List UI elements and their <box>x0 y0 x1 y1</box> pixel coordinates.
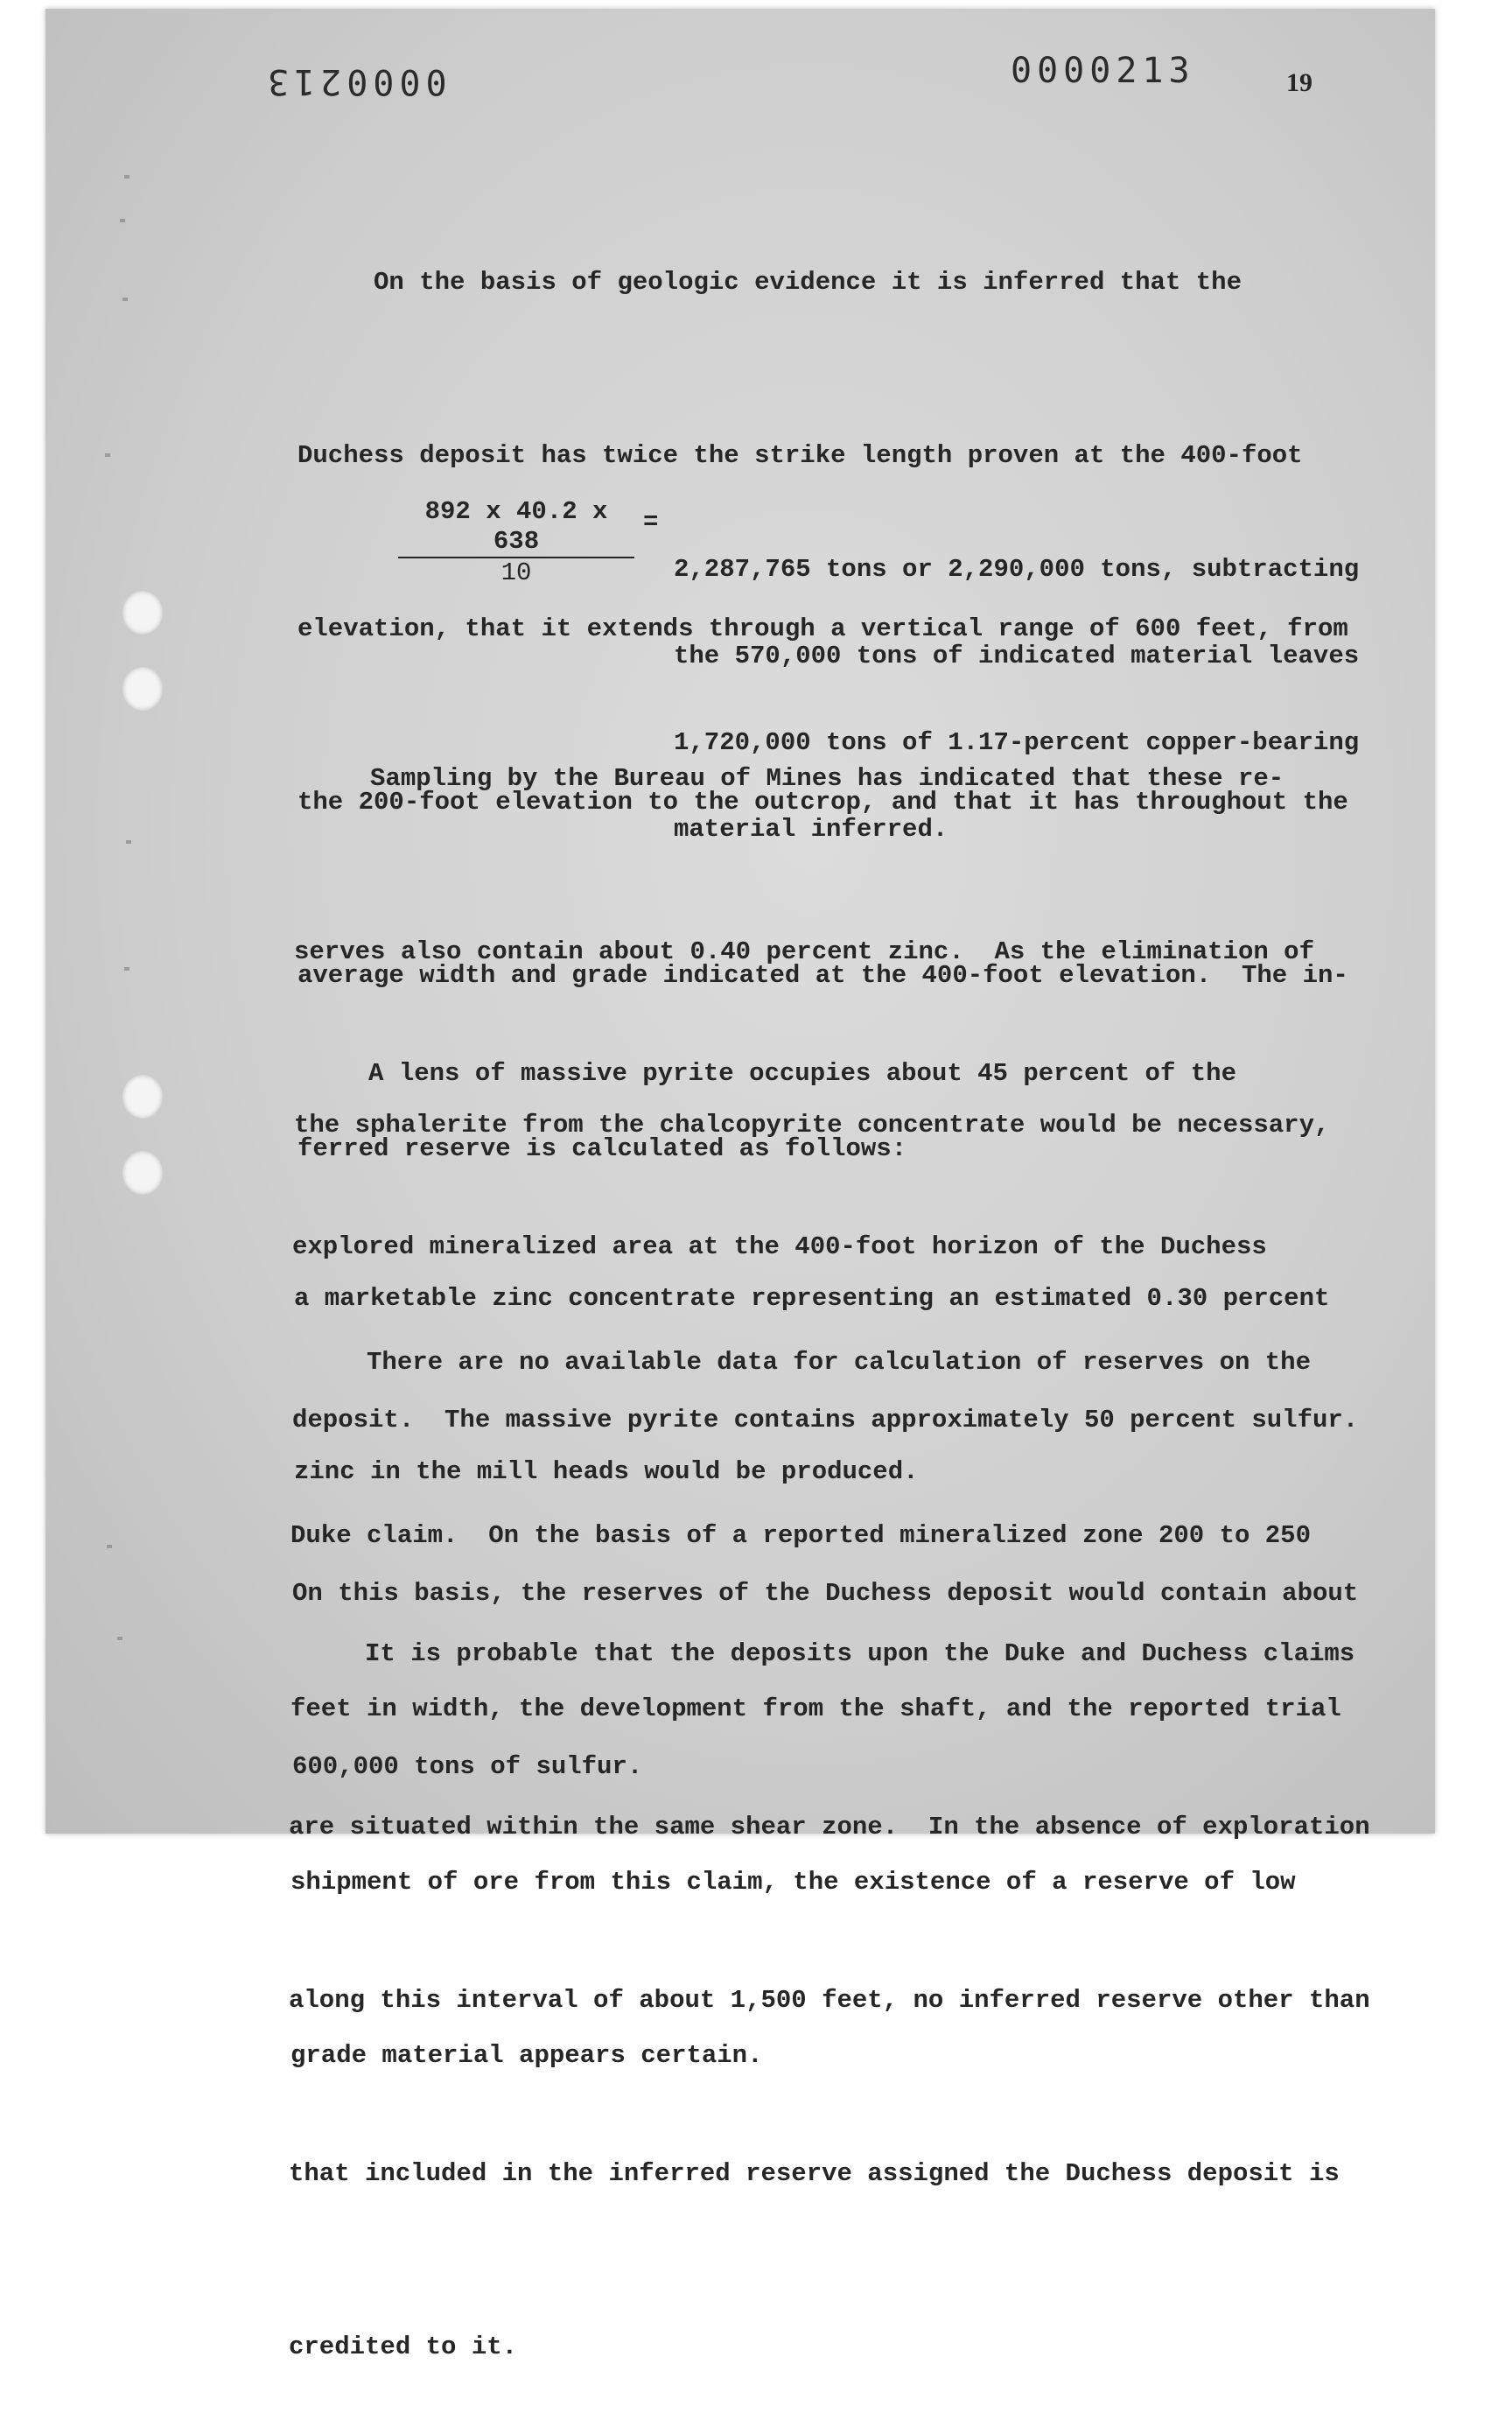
text-line: elevation, that it extends through a vertical range of 600 feet, from <box>298 614 1348 643</box>
result-line: 1,720,000 tons of 1.17-percent copper-bearing <box>674 728 1360 757</box>
text-line: It is probable that the deposits upon the Duke and Duchess claims <box>289 1639 1355 1668</box>
text-line: Sampling by the Bureau of Mines has indicated that these re- <box>294 764 1284 793</box>
fraction-numerator: 892 x 40.2 x 638 <box>398 497 634 558</box>
text-line: the 200-foot elevation to the outcrop, and that it has throughout the <box>298 788 1348 817</box>
calculation-fraction <box>398 497 634 588</box>
binder-hole <box>122 667 163 711</box>
margin-speck <box>117 1637 122 1640</box>
margin-speck <box>122 298 128 301</box>
text-line: On the basis of geologic evidence it is inferred that the <box>298 268 1242 297</box>
margin-speck <box>124 967 130 971</box>
document-stamp-left: 0000213 <box>262 61 447 102</box>
paragraph-5 <box>289 1510 1370 2434</box>
text-line: Duchess deposit has twice the strike length proven at the 400-foot <box>298 441 1303 470</box>
binder-hole <box>122 1075 163 1119</box>
text-line: On this basis, the reserves of the Duchess deposit would contain about <box>292 1579 1359 1608</box>
result-line: material inferred. <box>674 815 948 844</box>
text-line: There are no available data for calculation of reserves on the <box>290 1348 1311 1377</box>
result-line: 2,287,765 tons or 2,290,000 tons, subtracting <box>674 555 1360 584</box>
text-line: along this interval of about 1,500 feet, no inferred reserve other than <box>289 1986 1370 2015</box>
text-line: are situated within the same shear zone. In the absence of exploration <box>289 1813 1370 1841</box>
margin-speck <box>105 453 110 457</box>
text-line: deposit. The massive pyrite contains approximately 50 percent sulfur. <box>292 1406 1359 1434</box>
text-line: a marketable zinc concentrate representing an estimated 0.30 percent <box>294 1284 1330 1313</box>
margin-speck <box>126 840 131 844</box>
text-line: average width and grade indicated at the 400-foot elevation. The in- <box>298 961 1348 990</box>
text-line: feet in width, the development from the shaft, and the reported trial <box>290 1694 1341 1723</box>
equals-sign: = <box>643 508 659 537</box>
document-stamp-right: 0000213 <box>1011 51 1195 91</box>
text-line: shipment of ore from this claim, the existence of a reserve of low <box>290 1868 1296 1897</box>
text-line: credited to it. <box>289 2332 518 2361</box>
text-line: A lens of massive pyrite occupies about 45 percent of the <box>292 1059 1236 1088</box>
text-line: grade material appears certain. <box>290 2041 763 2070</box>
text-line: explored mineralized area at the 400-foot horizon of the Duchess <box>292 1232 1267 1261</box>
margin-speck <box>120 219 125 222</box>
text-line: serves also contain about 0.40 percent zinc. As the elimination of <box>294 937 1314 966</box>
margin-speck <box>124 175 130 179</box>
binder-hole <box>122 1151 163 1195</box>
text-line: 600,000 tons of sulfur. <box>292 1752 643 1781</box>
text-line: the sphalerite from the chalcopyrite concentrate would be necessary, <box>294 1111 1330 1140</box>
margin-speck <box>107 1545 112 1548</box>
binder-hole <box>122 591 163 635</box>
fraction-denominator: 10 <box>500 558 532 587</box>
result-line: the 570,000 tons of indicated material leaves <box>674 642 1360 670</box>
text-line: that included in the inferred reserve assigned the Duchess deposit is <box>289 2159 1340 2188</box>
page-number: 19 <box>1286 68 1312 97</box>
text-line: ferred reserve is calculated as follows: <box>298 1134 907 1163</box>
text-line: Duke claim. On the basis of a reported mineralized zone 200 to 250 <box>290 1521 1311 1550</box>
text-line: zinc in the mill heads would be produced. <box>294 1457 919 1486</box>
